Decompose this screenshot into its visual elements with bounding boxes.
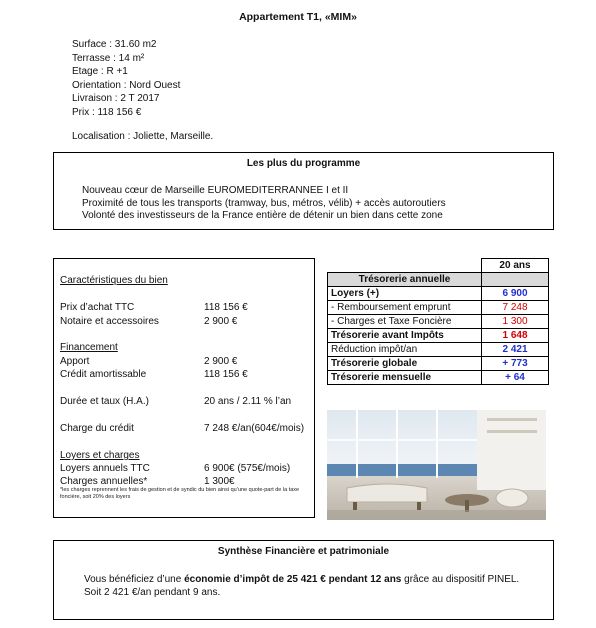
- row-value: + 773: [482, 357, 549, 371]
- table-row: [328, 301, 549, 315]
- synthese-text-c: grâce au dispositif PINEL.: [401, 574, 520, 585]
- plus-title: Les plus du programme: [246, 158, 361, 169]
- plus-programme-box: [53, 152, 554, 230]
- spec-livraison: Livraison : 2 T 2017: [72, 93, 160, 105]
- row-value: 1 648: [482, 329, 549, 343]
- carac-heading: Caractéristiques du bien: [60, 275, 168, 286]
- specs-list: [72, 38, 180, 120]
- synthese-text-a: Vous bénéficiez d’une: [84, 574, 185, 585]
- spec-orientation: Orientation : Nord Ouest: [72, 79, 181, 91]
- page-title: Appartement T1, «MIM»: [239, 11, 357, 23]
- caracteristiques-box: [53, 258, 315, 518]
- years-header: 20 ans: [482, 259, 549, 273]
- row-label: - Remboursement emprunt: [328, 301, 482, 315]
- charges-footnote: *les charges reprennent les frais de gestion et de syndic du bien ainsi qu’une quote-part de la taxe foncière, soit 20% des loyers: [60, 487, 300, 500]
- table-cell-empty: [482, 273, 549, 287]
- charge-label: Charge du crédit: [60, 423, 134, 434]
- loyers-label: Loyers annuels TTC: [60, 463, 150, 474]
- row-label: Trésorerie avant Impôts: [328, 329, 482, 343]
- row-value: 1 300: [482, 315, 549, 329]
- duree-label: Durée et taux (H.A.): [60, 396, 149, 407]
- loyers-value: 6 900€ (575€/mois): [204, 463, 291, 474]
- table-row: [328, 273, 549, 287]
- table-row: [328, 343, 549, 357]
- row-label: Loyers (+): [328, 287, 482, 301]
- synthese-box: [53, 540, 554, 620]
- credit-label: Crédit amortissable: [60, 369, 147, 380]
- synthese-text: [84, 573, 519, 599]
- table-row: [328, 329, 549, 343]
- prix-label: Prix d’achat TTC: [60, 302, 135, 313]
- spec-etage: Etage : R +1: [72, 66, 128, 78]
- row-label: Trésorerie mensuelle: [328, 371, 482, 385]
- apport-label: Apport: [60, 356, 90, 367]
- plus-item: Proximité de tous les transports (tramway, bus, métros, vélib) + accès autoroutiers: [82, 197, 446, 209]
- financement-heading: Financement: [60, 342, 118, 353]
- charges-label: Charges annuelles*: [60, 476, 148, 487]
- table-row: [328, 357, 549, 371]
- loyers-heading: Loyers et charges: [60, 450, 140, 461]
- row-value: 6 900: [482, 287, 549, 301]
- row-label: Réduction impôt/an: [328, 343, 482, 357]
- synthese-title: Synthèse Financière et patrimoniale: [217, 546, 390, 557]
- prix-value: 118 156 €: [204, 302, 248, 313]
- synthese-line-1: [84, 573, 519, 586]
- tresorerie-header: Trésorerie annuelle: [328, 273, 482, 287]
- table-row: [328, 371, 549, 385]
- interior-photo: [327, 410, 546, 520]
- row-label: Trésorerie globale: [328, 357, 482, 371]
- spec-terrasse: Terrasse : 14 m²: [72, 52, 145, 64]
- spec-surface: Surface : 31.60 m2: [72, 39, 157, 50]
- charge-value: 7 248 €/an(604€/mois): [204, 423, 305, 434]
- notaire-value: 2 900 €: [204, 316, 238, 327]
- plus-item: Volonté des investisseurs de la France entière de détenir un bien dans cette zone: [82, 210, 443, 221]
- table-row: [328, 287, 549, 301]
- spec-prix: Prix : 118 156 €: [72, 106, 142, 118]
- localisation: Localisation : Joliette, Marseille.: [72, 131, 214, 142]
- synthese-text-bold: économie d’impôt de 25 421 € pendant 12 ans: [184, 574, 402, 585]
- tresorerie-table: [327, 258, 549, 385]
- synthese-line-2: Soit 2 421 €/an pendant 9 ans.: [84, 587, 221, 598]
- plus-item: Nouveau cœur de Marseille EUROMEDITERRANNEE I et II: [82, 185, 349, 196]
- apport-value: 2 900 €: [204, 356, 238, 367]
- charges-value: 1 300€: [204, 476, 235, 487]
- duree-value: 20 ans / 2.11 % l’an: [204, 396, 292, 407]
- plus-list: [82, 185, 446, 223]
- row-value: 2 421: [482, 343, 549, 357]
- table-row: [328, 259, 549, 273]
- credit-value: 118 156 €: [204, 369, 248, 380]
- row-value: 7 248: [482, 301, 549, 315]
- table-row: [328, 315, 549, 329]
- table-cell-empty: [328, 259, 482, 273]
- notaire-label: Notaire et accessoires: [60, 316, 159, 327]
- row-label: - Charges et Taxe Foncière: [328, 315, 482, 329]
- row-value: + 64: [482, 371, 549, 385]
